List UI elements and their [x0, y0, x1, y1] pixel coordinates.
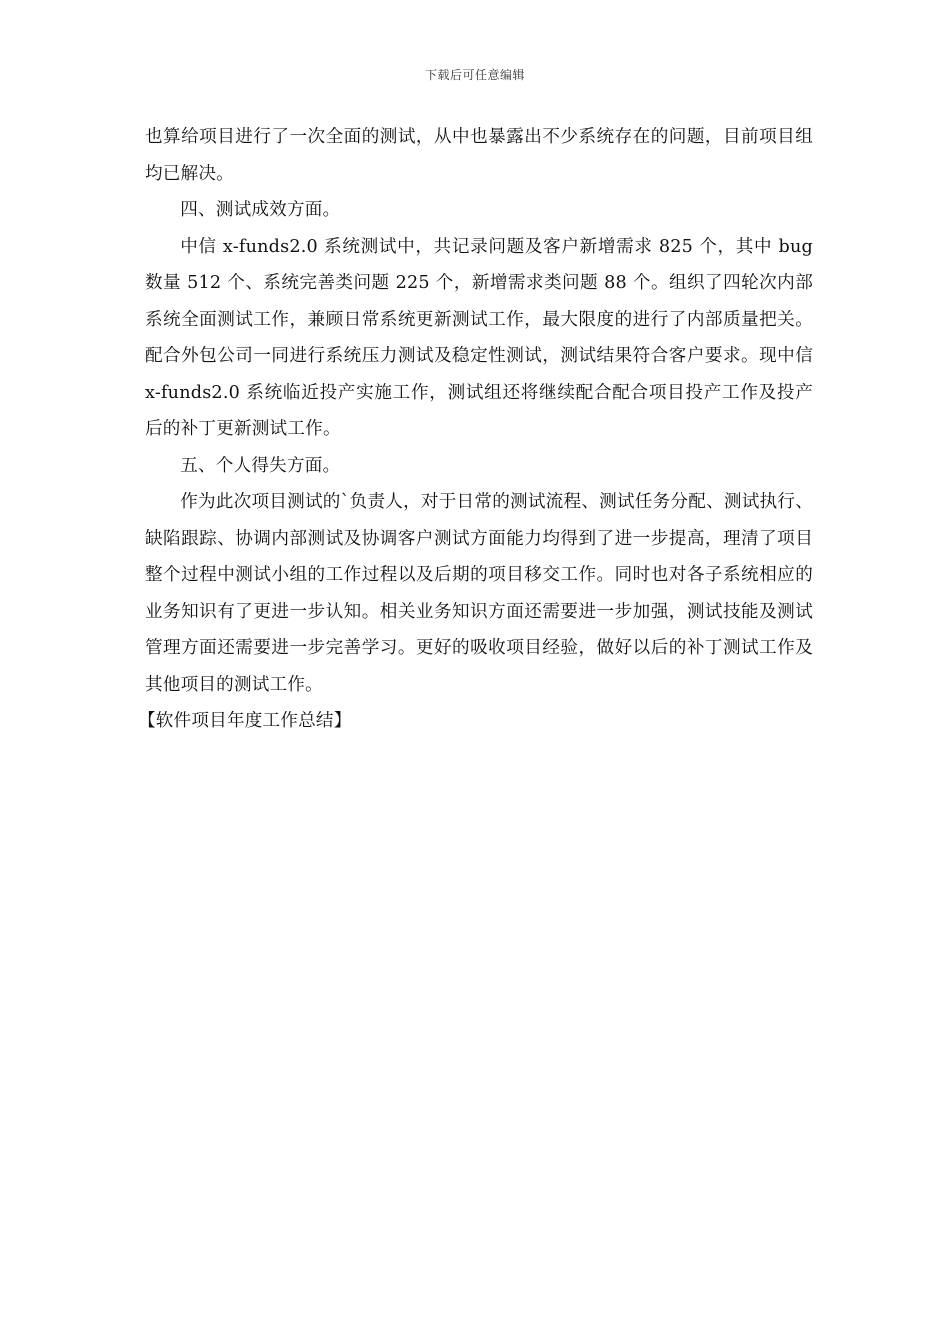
section-heading-personal-review: 五、个人得失方面。 — [180, 455, 341, 476]
section-heading-test-results: 四、测试成效方面。 — [180, 200, 341, 220]
paragraph-test-results: 中信 x-funds2.0 系统测试中，共记录问题及客户新增需求 825 个，其中 bug 数量 512 个、系统完善类问题 225 个，新增需求类问题 88 个。组织了四轮次内部系统全面测试工作，兼顾日常系统更新测试工作，最大限度的进行了内部质量把关。配合外包公司一同进行系统压力测试及稳定性测试，测试结果符合客户要求。现中信 x-funds2.0 系统临近投产实施工作，测试组还将继续配合配合项目投产工作及投产后的补丁更新测试工作。 — [145, 236, 813, 439]
document-body — [137, 119, 813, 740]
paragraph-continuation: 也算给项目进行了一次全面的测试，从中也暴露出不少系统存在的问题，目前项目组均已解决。 — [145, 127, 813, 184]
document-title-tag: 【软件项目年度工作总结】 — [137, 711, 352, 731]
page-header-note: 下载后可任意编辑 — [424, 68, 525, 82]
paragraph-personal-review: 作为此次项目测试的`负责人，对于日常的测试流程、测试任务分配、测试执行、缺陷跟踪、协调内部测试及协调客户测试方面能力均得到了进一步提高，理清了项目整个过程中测试小组的工作过程以及后期的项目移交工作。同时也对各子系统相应的业务知识有了更进一步认知。相关业务知识方面还需要进一步加强，测试技能及测试管理方面还需要进一步完善学习。更好的吸收项目经验，做好以后的补丁测试工作及其他项目的测试工作。 — [145, 492, 813, 695]
